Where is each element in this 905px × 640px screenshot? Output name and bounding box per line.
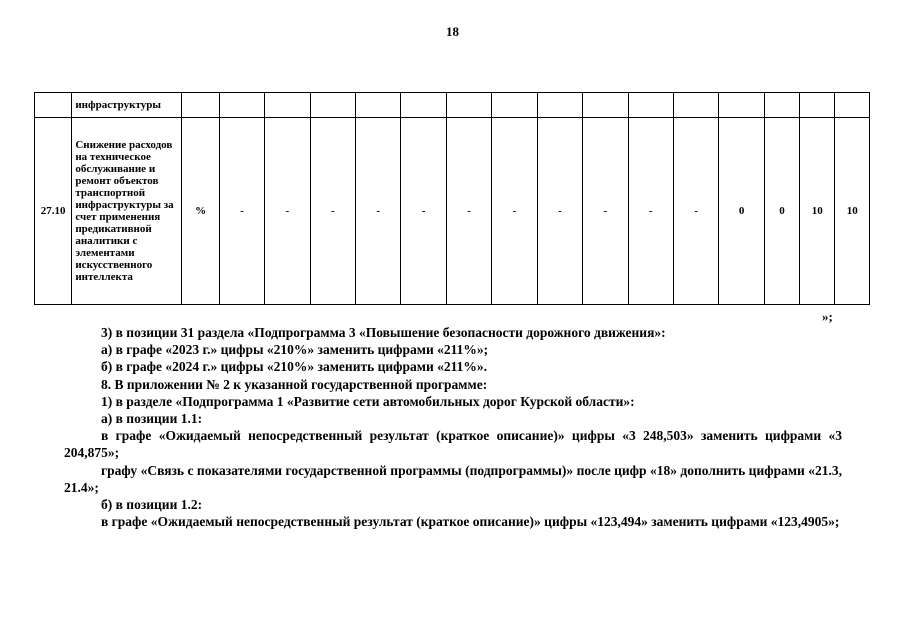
page-number: 18 [446, 24, 459, 39]
value-cell [401, 93, 446, 118]
value-cell: 10 [800, 118, 835, 305]
closing-quote-mark: »; [822, 309, 833, 324]
unit-cell: % [182, 118, 219, 305]
value-cell: - [583, 118, 628, 305]
value-cell: - [492, 118, 537, 305]
table-row [35, 118, 870, 305]
value-cell: 0 [764, 118, 799, 305]
indicator-name-cell: инфраструктуры [72, 93, 182, 118]
value-cell: - [219, 118, 264, 305]
paragraph: а) в позиции 1.1: [101, 411, 203, 427]
value-cell: - [265, 118, 310, 305]
value-cell [800, 93, 835, 118]
value-cell [583, 93, 628, 118]
paragraph: 1) в разделе «Подпрограмма 1 «Развитие сети автомобильных дорог Курской области»: [101, 393, 635, 409]
indicator-table [34, 92, 870, 305]
paragraph: 8. В приложении № 2 к указанной государственной программе: [101, 376, 488, 392]
value-cell: 10 [835, 118, 870, 305]
value-cell [492, 93, 537, 118]
paragraph: в графе «Ожидаемый непосредственный результат (краткое описание)» цифры «123,494» заменить цифрами «123,4905»; [101, 514, 840, 530]
value-cell: - [446, 118, 491, 305]
paragraph: б) в позиции 1.2: [101, 497, 203, 513]
paragraph: в графе «Ожидаемый непосредственный результат (краткое описание)» цифры «3 248,503» заменить цифрами «3 204,875»; [64, 428, 842, 461]
value-cell: - [356, 118, 401, 305]
paragraph: графу «Связь с показателями государственной программы (подпрограммы)» после цифр «18» дополнить цифрами «21.3, 21.4»; [64, 462, 842, 495]
paragraph: 3) в позиции 31 раздела «Подпрограмма 3 «Повышение безопасности дорожного движения»: [101, 325, 666, 340]
value-cell: - [310, 118, 355, 305]
indicator-name-cell: Снижение расходов на техническое обслуживание и ремонт объектов транспортной инфраструктуры за счет применения предикативной аналитики с элементами искусственного интеллекта [72, 118, 182, 305]
amendment-text [64, 324, 842, 530]
value-cell [835, 93, 870, 118]
value-cell [673, 93, 718, 118]
table-row [35, 93, 870, 118]
value-cell: - [628, 118, 673, 305]
row-number-cell [35, 93, 72, 118]
value-cell [628, 93, 673, 118]
value-cell: - [537, 118, 582, 305]
value-cell: 0 [719, 118, 764, 305]
paragraph: а) в графе «2023 г.» цифры «210%» заменить цифрами «211%»; [101, 342, 489, 358]
value-cell [764, 93, 799, 118]
unit-cell [182, 93, 219, 118]
value-cell [265, 93, 310, 118]
row-number-cell: 27.10 [35, 118, 72, 305]
value-cell [446, 93, 491, 118]
value-cell [310, 93, 355, 118]
value-cell [219, 93, 264, 118]
value-cell: - [673, 118, 718, 305]
value-cell [356, 93, 401, 118]
paragraph: б) в графе «2024 г.» цифры «210%» заменить цифрами «211%». [101, 359, 488, 375]
value-cell [537, 93, 582, 118]
value-cell [719, 93, 764, 118]
value-cell: - [401, 118, 446, 305]
